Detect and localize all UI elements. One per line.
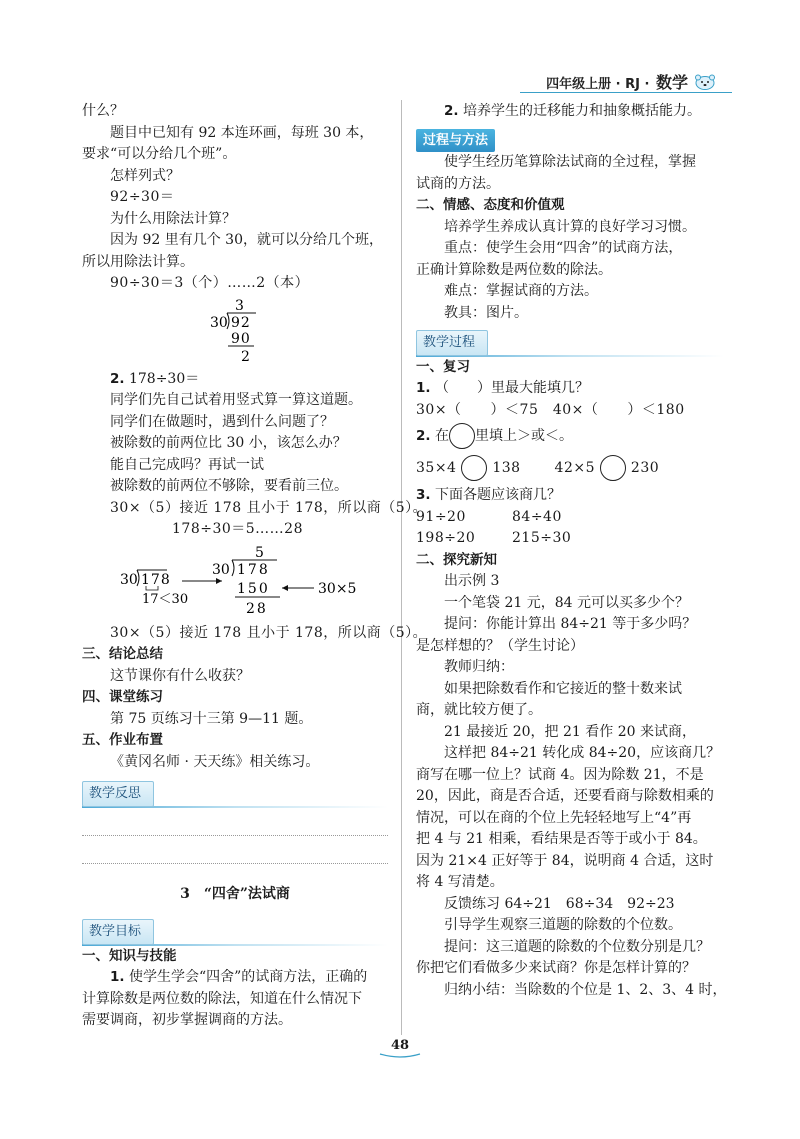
- text-line: 被除数的前两位不够除，要看前三位。: [110, 478, 348, 494]
- header-label: 四年级上册 · RJ · 数学: [546, 73, 688, 92]
- text-line: 一个笔袋 21 元，84 元可以买多少个？: [444, 594, 689, 611]
- text-line: 正确计算除数是两位数的除法。: [416, 261, 612, 278]
- arrow-left-head: [282, 585, 288, 591]
- text-line: 把 4 与 21 相乘，看结果是否等于或小于 84。: [416, 831, 707, 847]
- text-line: 情况，可以在商的个位上先轻轻地写上“4”再: [416, 809, 692, 826]
- text-line: 91÷20 84÷40: [416, 508, 562, 525]
- header-rule: [520, 92, 732, 93]
- text-line: 你把它们看做多少来试商？你是怎样计算的？: [416, 960, 696, 976]
- text-line: 2. 在 里填上＞或＜。: [416, 421, 724, 451]
- text-line: 178÷30＝5……28: [172, 521, 303, 537]
- text-line: 第 75 页练习十三第 9—11 题。: [110, 710, 313, 727]
- division-product: 90: [231, 330, 251, 347]
- division-dividend: 178: [237, 561, 270, 578]
- long-division-178-by-30: [82, 541, 388, 623]
- division-right-note: 30×5: [318, 580, 357, 597]
- page-header: [546, 70, 716, 93]
- text-line: 《黄冈名师 · 天天练》相关练习。: [110, 753, 320, 770]
- text-line: 使学生经历笔算除法试商的全过程，掌握: [444, 154, 696, 170]
- text-line: 如果把除数看作和它接近的整十数来试: [444, 680, 682, 697]
- text-line: 提问：你能计算出 84÷21 等于多少吗？: [444, 616, 697, 632]
- text-line: 商，就比较方便了。: [416, 702, 542, 718]
- division-remainder: 28: [246, 600, 268, 617]
- division-left-divisor: 30: [120, 571, 138, 588]
- text-line: 商写在哪一位上？试商 4。因为除数 21，不是: [416, 766, 704, 783]
- division-quotient: 3: [235, 297, 244, 314]
- division-left-note: 17＜30: [142, 591, 189, 607]
- text-line: 要求“可以分给几个班”。: [82, 146, 237, 162]
- text-line: 被除数的前两位比 30 小，该怎么办？: [110, 435, 347, 451]
- text-line: 培养学生养成认真计算的良好学习习惯。: [444, 218, 696, 235]
- goal-tab: [82, 919, 388, 946]
- text-line: 怎样列式？: [110, 167, 180, 184]
- long-division-92-by-30: [82, 295, 388, 369]
- division-left-dividend: 178: [141, 571, 171, 588]
- reflection-tab: [82, 781, 388, 808]
- section-heading: 四、课堂练习: [82, 689, 163, 705]
- division-product: 150: [237, 580, 270, 597]
- text-line: 计算除数是两位数的除法，知道在什么情况下: [82, 990, 362, 1007]
- text-line: 90÷30＝3（个）……2（本）: [110, 275, 310, 291]
- text-line: 试商的方法。: [416, 175, 500, 192]
- section-heading: 三、结论总结: [82, 646, 163, 662]
- text-line: 30×（5）接近 178 且小于 178，所以商（5）。: [110, 499, 428, 516]
- text-line: 21 最接近 20，把 21 看作 20 来试商，: [444, 723, 696, 740]
- tab-label: 教学反思: [82, 781, 154, 807]
- text-line: 这节课你有什么收获？: [110, 667, 250, 684]
- text-line: 因为 92 里有几个 30，就可以分给几个班，: [110, 232, 383, 248]
- compare-circle: [461, 455, 487, 481]
- text-line: 反馈练习 64÷21 68÷34 92÷23: [444, 895, 675, 912]
- division-remainder: 2: [241, 348, 250, 365]
- text-line: 教师归纳：: [444, 659, 514, 675]
- text-line: 能自己完成吗？再试一试: [110, 456, 264, 473]
- tab-label: 教学目标: [82, 919, 154, 945]
- text-line: 20，因此，商是否合适，还要看商与除数相乘的: [416, 788, 714, 804]
- section-heading: 五、作业布置: [82, 732, 163, 748]
- text-line: 2. 178÷30＝: [110, 370, 200, 387]
- text-line: 教具：图片。: [444, 304, 528, 321]
- tab-label: 教学过程: [416, 330, 488, 356]
- section-heading: 一、复习: [416, 358, 470, 375]
- left-column: [82, 101, 428, 1032]
- compare-circle: [600, 455, 626, 481]
- text-line: 提问：这三道题的除数的个位数分别是几？: [444, 938, 710, 955]
- text-line: 35×4 138 42×5 230: [416, 451, 724, 485]
- page-number: 48: [390, 1038, 410, 1053]
- text-line: 1. （ ）里最大能填几？: [416, 380, 589, 396]
- compare-circle: [449, 423, 475, 449]
- text-line: 30×（ ）＜75 40×（ ）＜180: [416, 401, 685, 418]
- text-line: 这样把 84÷21 转化成 84÷20，应该商几？: [444, 745, 721, 761]
- page-number-ornament: [378, 1052, 422, 1058]
- text-line: 需要调商，初步掌握调商的方法。: [82, 1012, 292, 1028]
- text-line: 重点：使学生会用“四舍”的试商方法，: [444, 240, 683, 256]
- section-title: 3 “四舍”法试商: [180, 885, 290, 902]
- column-divider: [401, 100, 402, 1035]
- text-line: 是怎样想的？（学生讨论）: [416, 637, 584, 654]
- text-line: 题目中已知有 92 本连环画，每班 30 本，: [110, 124, 374, 141]
- text-line: 2. 培养学生的迁移能力和抽象概括能力。: [444, 103, 701, 119]
- division-divisor: 30: [210, 314, 228, 331]
- text-line: 1. 使学生学会“四舍”的试商方法，正确的: [110, 969, 368, 985]
- text-line: 92÷30＝: [110, 189, 175, 205]
- right-column: [416, 101, 727, 1001]
- text-line: 3. 下面各题应该商几？: [416, 487, 561, 503]
- text-line: 同学们在做题时，遇到什么问题了？: [110, 413, 334, 430]
- text-line: 所以用除法计算。: [82, 253, 194, 270]
- division-divisor: 30: [212, 561, 230, 578]
- section-heading: 二、情感、态度和价值观: [416, 197, 565, 213]
- text-line: 30×（5）接近 178 且小于 178，所以商（5）。: [110, 624, 428, 641]
- section-heading: 一、知识与技能: [82, 947, 177, 964]
- bear-mascot-icon: [694, 74, 716, 90]
- process-tab: [416, 330, 724, 357]
- text-line: 归纳小结：当除数的个位是 1、2、3、4 时，: [444, 981, 727, 998]
- text-line: 为什么用除法计算？: [110, 210, 236, 227]
- arrow-right-head: [216, 578, 222, 584]
- division-dividend: 92: [231, 314, 251, 331]
- division-quotient: 5: [255, 544, 264, 561]
- text-line: 出示例 3: [444, 573, 500, 589]
- text-line: 将 4 写清楚。: [416, 874, 504, 890]
- dotted-line: [82, 862, 388, 864]
- section-heading: 二、探究新知: [416, 551, 497, 568]
- process-badge: 过程与方法: [416, 129, 495, 153]
- text-line: 引导学生观察三道题的除数的个位数。: [444, 917, 682, 933]
- text-line: 198÷20 215÷30: [416, 530, 572, 546]
- division-bracket: [232, 560, 234, 576]
- text-line: 难点：掌握试商的方法。: [444, 283, 598, 299]
- text-line: 什么？: [82, 103, 124, 119]
- text-line: 因为 21×4 正好等于 84，说明商 4 合适，这时: [416, 852, 714, 869]
- text-line: 同学们先自己试着用竖式算一算这道题。: [110, 392, 362, 408]
